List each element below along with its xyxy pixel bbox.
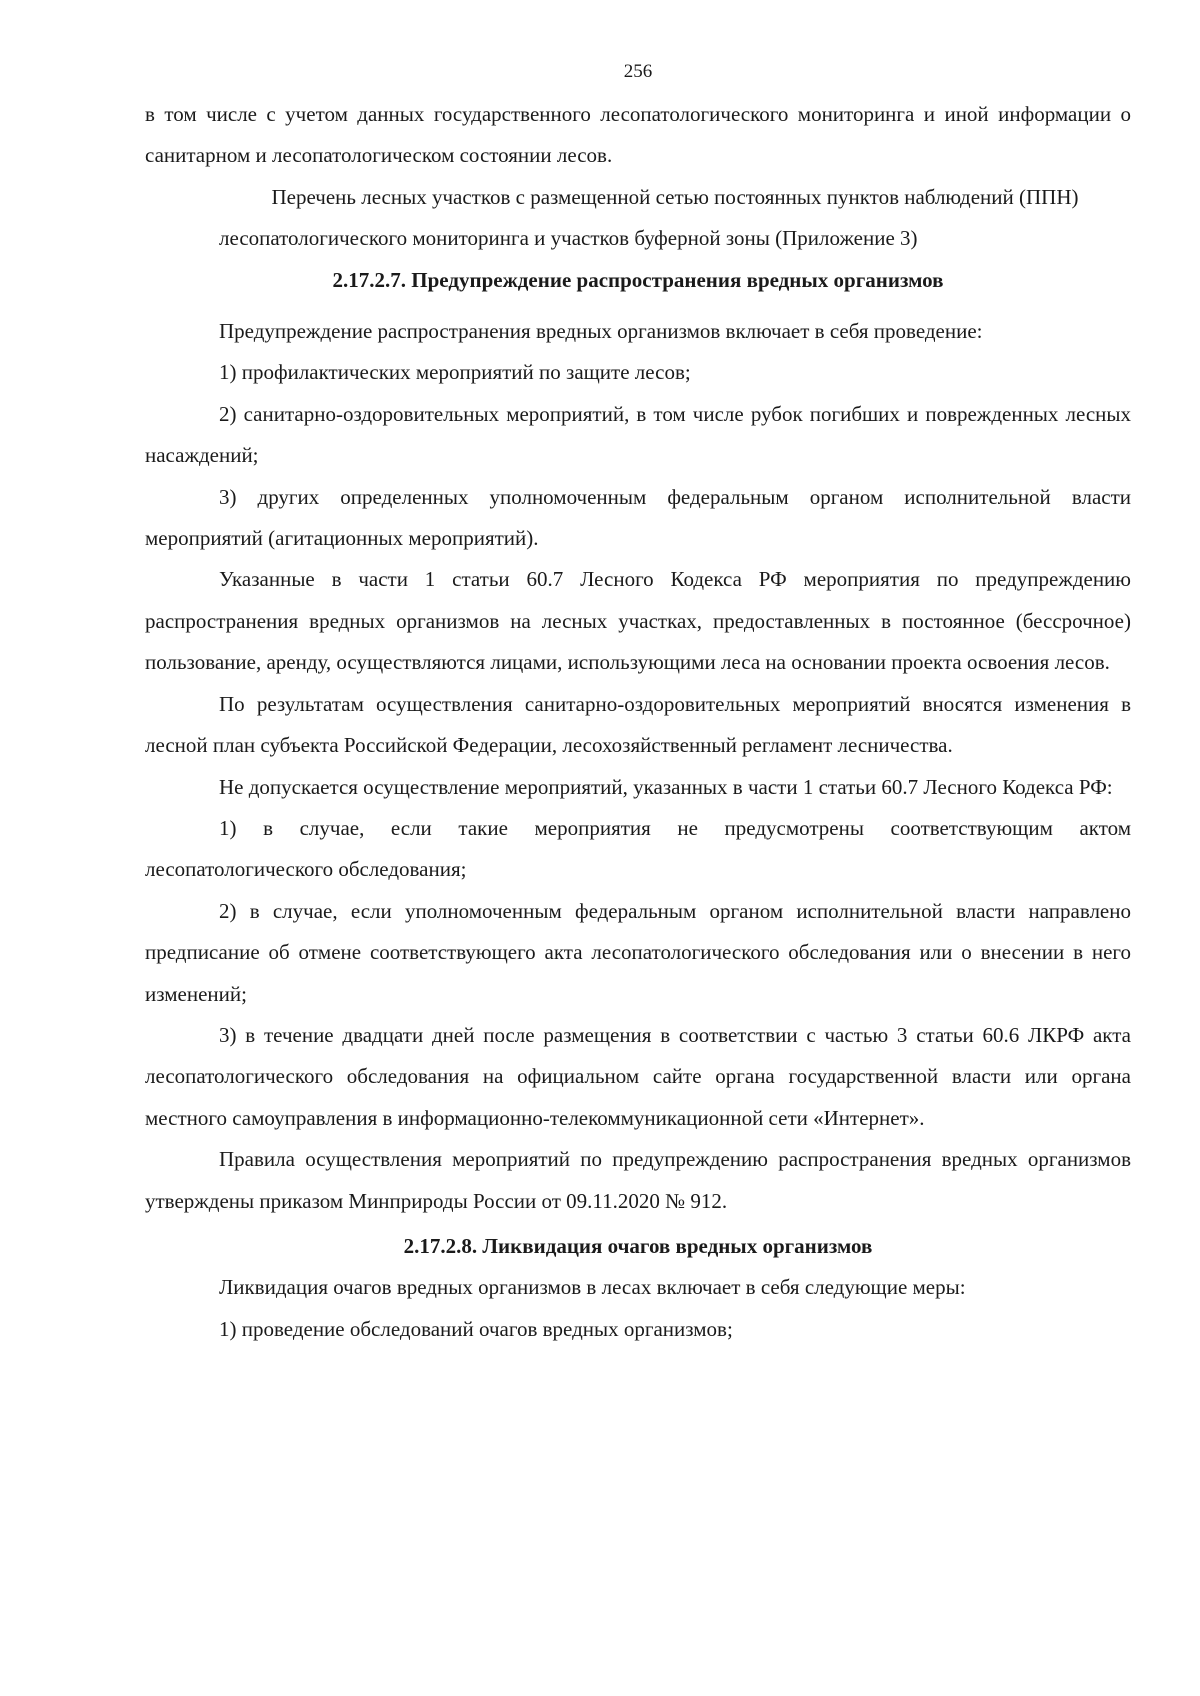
paragraph: Не допускается осуществление мероприятий, указанных в части 1 статьи 60.7 Лесного Кодекса РФ: — [219, 774, 1113, 799]
list-item: 1) проведение обследований очагов вредных организмов; — [219, 1316, 733, 1341]
list-item: 1) в случае, если такие мероприятия не предусмотрены соответствующим актом лесопатологического обследования; — [145, 815, 1131, 882]
paragraph: Указанные в части 1 статьи 60.7 Лесного Кодекса РФ мероприятия по предупреждению распространения вредных организмов на лесных участках, предоставленных в постоянное (бессрочное) пользование, аренду, осуществляются лицами, использующими леса на основании проекта освоения лесов. — [145, 567, 1131, 675]
section-heading-2-17-2-7: 2.17.2.7. Предупреждение распространения вредных организмов — [332, 267, 944, 292]
list-item: 2) в случае, если уполномоченным федеральным органом исполнительной власти направлено предписание об отмене соответствующего акта лесопатологического обследования или о внесении в него изменений; — [145, 898, 1131, 1006]
list-item: 2) санитарно-оздоровительных мероприятий, в том числе рубок погибших и поврежденных лесных насаждений; — [145, 401, 1131, 468]
page-number: 256 — [623, 61, 653, 82]
paragraph: По результатам осуществления санитарно-оздоровительных мероприятий вносятся изменения в лесной план субъекта Российской Федерации, лесохозяйственный регламент лесничества. — [145, 691, 1131, 758]
paragraph: Ликвидация очагов вредных организмов в лесах включает в себя следующие меры: — [219, 1275, 966, 1300]
paragraph-list-title: Перечень лесных участков с размещенной сетью постоянных пунктов наблюдений (ППН) лесопатологического мониторинга и участков буферной зоны (Приложение 3) — [219, 184, 1079, 251]
list-item: 3) в течение двадцати дней после размещения в соответствии с частью 3 статьи 60.6 ЛКРФ акта лесопатологического обследования на официальном сайте органа государственной власти или органа местного самоуправления в информационно-телекоммуникационной сети «Интернет». — [145, 1022, 1131, 1130]
list-item: 3) других определенных уполномоченным федеральным органом исполнительной власти мероприятий (агитационных мероприятий). — [145, 484, 1131, 551]
document-page — [145, 52, 1131, 1350]
paragraph: Предупреждение распространения вредных организмов включает в себя проведение: — [219, 319, 983, 344]
list-item: 1) профилактических мероприятий по защите лесов; — [219, 360, 691, 385]
paragraph-intro: в том числе с учетом данных государственного лесопатологического мониторинга и иной информации о санитарном и лесопатологическом состоянии лесов. — [145, 102, 1131, 168]
paragraph: Правила осуществления мероприятий по предупреждению распространения вредных организмов утверждены приказом Минприроды России от 09.11.2020 № 912. — [145, 1147, 1131, 1213]
section-heading-2-17-2-8: 2.17.2.8. Ликвидация очагов вредных организмов — [403, 1233, 873, 1258]
